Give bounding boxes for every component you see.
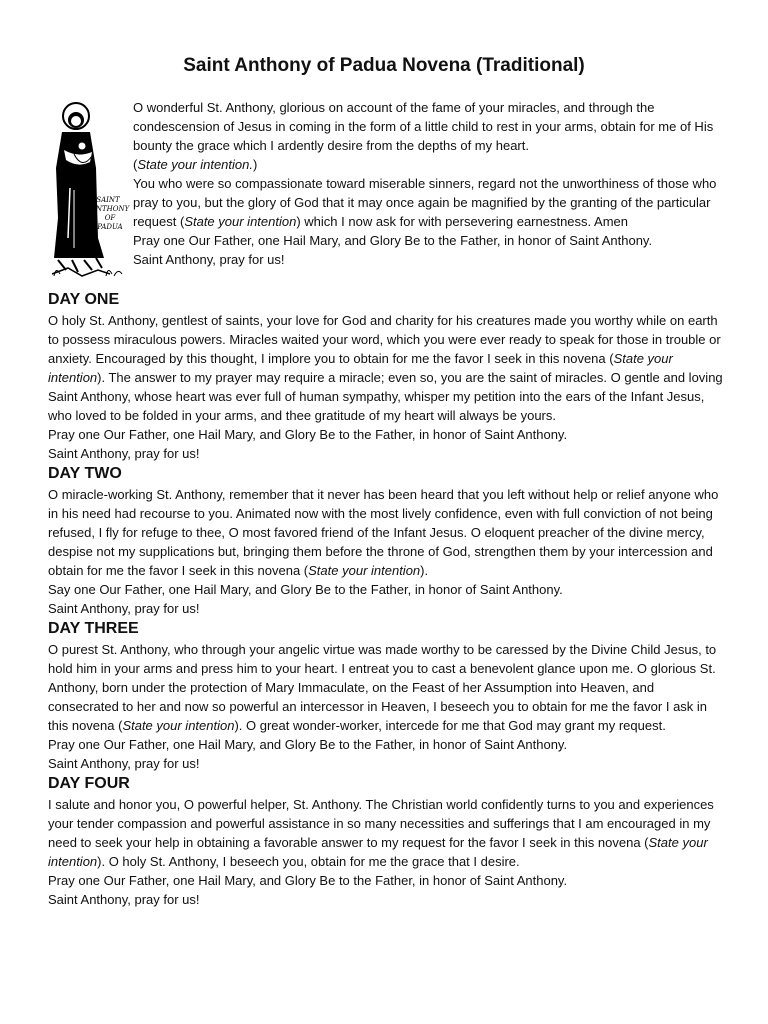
intro-text [133, 98, 733, 269]
intention-placeholder: State your intention [184, 214, 297, 229]
saint-anthony-illustration [48, 98, 130, 280]
intention-placeholder: State your intention. [137, 157, 253, 172]
day-four-section [48, 773, 728, 909]
intention-placeholder: State your intention [48, 835, 708, 869]
day-two-section [48, 463, 728, 618]
day-prayer-text: O holy St. Anthony, gentlest of saints, your love for God and charity for his creatures made you worthy while on earth to possess miraculous powers. Miracles waited your word, which you were ever ready to speak for those in trouble or anxiety. Encouraged by this thought, I implore you to obtain for me the favor I seek in this novena (State your intention). The answer to my prayer may require a miracle; even so, you are the saint of miracles. O gentle and loving Saint Anthony, whose heart was ever full of human sympathy, whisper my petition into the ears of the Infant Jesus, who loved to be folded in your arms, and thee gratitude of my heart will always be yours. [48, 313, 723, 423]
prayer-instruction: Pray one Our Father, one Hail Mary, and Glory Be to the Father, in honor of Saint Anthony. [48, 873, 568, 888]
caption-line-1: SAINT [96, 196, 120, 204]
day-heading: DAY FOUR [48, 775, 130, 792]
novena-days [48, 289, 728, 909]
intro-section [48, 98, 728, 288]
intention-placeholder: State your intention [48, 351, 673, 385]
day-prayer-text: O purest St. Anthony, who through your angelic virtue was made worthy to be caressed by the Divine Child Jesus, to hold him in your arms and press him to your heart. I entreat you to cast a benevolent glance upon me. O glorious St. Anthony, born under the protection of Mary Immaculate, on the Feast of her Assumption into Heaven, and consecrated to her and now so powerful an intercessor in Heaven, I beseech you to obtain for me the favor I ask in this novena (State your intention). O great wonder-worker, intercede for me that God may grant my request. [48, 642, 717, 733]
closing-line: Saint Anthony, pray for us! [48, 756, 200, 771]
closing-line: Saint Anthony, pray for us! [48, 601, 200, 616]
day-one-section [48, 289, 728, 463]
intro-paragraph-2: You who were so compassionate toward miserable sinners, regard not the unworthiness of those who pray to you, but the glory of God that it may once again be magnified by the granting of the particular request (State your intention) which I now ask for with persevering earnestness. Amen [133, 176, 717, 229]
day-heading: DAY THREE [48, 620, 139, 637]
intention-placeholder: State your intention [308, 563, 421, 578]
closing-line: Saint Anthony, pray for us! [48, 892, 200, 907]
intro-closing: Saint Anthony, pray for us! [133, 252, 285, 267]
page-title: Saint Anthony of Padua Novena (Traditional) [183, 55, 585, 76]
day-heading: DAY TWO [48, 465, 122, 482]
intention-placeholder: State your intention [122, 718, 235, 733]
prayer-instruction: Say one Our Father, one Hail Mary, and Glory Be to the Father, in honor of Saint Anthony. [48, 582, 563, 597]
closing-line: Saint Anthony, pray for us! [48, 446, 200, 461]
intro-intention: (State your intention.) [133, 157, 258, 172]
caption-line-3: OF [104, 214, 116, 222]
intro-paragraph-1: O wonderful St. Anthony, glorious on account of the fame of your miracles, and through the condescension of Jesus in coming in the form of a little child to rest in your arms, obtain for me of His bounty the grace which I ardently desire from the depths of my heart. [133, 100, 714, 153]
prayer-instruction: Pray one Our Father, one Hail Mary, and Glory Be to the Father, in honor of Saint Anthony. [48, 737, 568, 752]
day-prayer-text: O miracle-working St. Anthony, remember that it never has been heard that you left without help or relief anyone who in his need had recourse to you. Animated now with the most lively confidence, even with full conviction of not being refused, I fly for refuge to thee, O most favored friend of the Infant Jesus. O eloquent preacher of the divine mercy, despise not my supplications but, bringing them before the throne of God, strengthen them by your intercession and obtain for me the favor I seek in this novena (State your intention). [48, 487, 719, 578]
day-heading: DAY ONE [48, 291, 120, 308]
intro-prayer-instruction: Pray one Our Father, one Hail Mary, and Glory Be to the Father, in honor of Saint Anthony. [133, 233, 653, 248]
day-three-section [48, 618, 728, 773]
caption-line-4: PADUA [97, 223, 123, 231]
day-prayer-text: I salute and honor you, O powerful helper, St. Anthony. The Christian world confidently turns to you and experiences your tender compassion and powerful assistance in so many necessities and sufferings that I am encouraged in my need to seek your help in obtaining a favorable answer to my request for the favor I seek in this novena (State your intention). O holy St. Anthony, I beseech you, obtain for me the grace that I desire. [48, 797, 714, 869]
prayer-instruction: Pray one Our Father, one Hail Mary, and Glory Be to the Father, in honor of Saint Anthony. [48, 427, 568, 442]
caption-line-2: ANTHONY [90, 205, 130, 213]
